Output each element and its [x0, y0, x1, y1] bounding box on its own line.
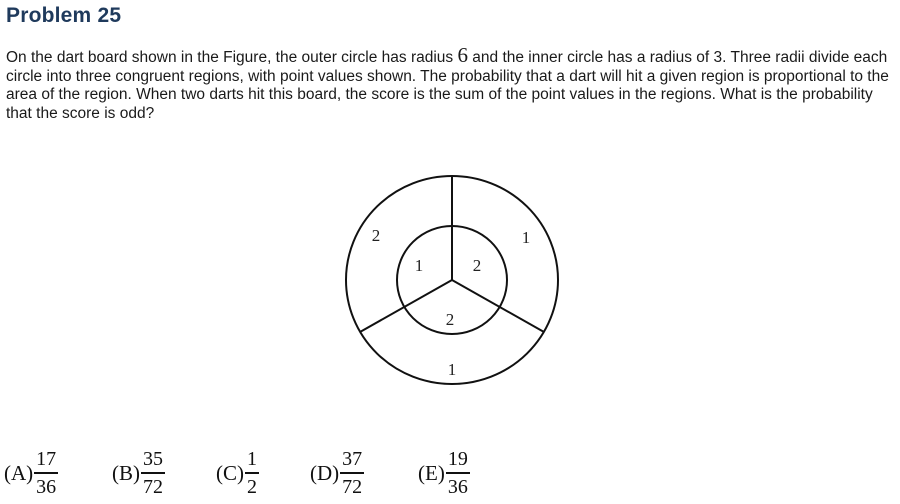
- choice-e-letter: (E): [418, 460, 445, 485]
- radius-lower-left: [360, 280, 452, 332]
- choice-e-numerator: 19: [447, 448, 468, 471]
- outer-label-bottom: 1: [447, 360, 457, 379]
- choice-d-denominator: 72: [342, 475, 363, 498]
- choice-a-numerator: 17: [36, 448, 57, 471]
- answer-choices: [0, 444, 900, 504]
- choice-a[interactable]: [4, 444, 58, 502]
- radius-lower-right: [452, 280, 544, 332]
- choice-c-numerator: 1: [247, 448, 257, 471]
- problem-text-after: and the inner circle has a radius of 3. Three radii divide each circle into three congruent regions, with point values shown. The probability that a dart will hit a given region is proportional to the area of the region. When two darts hit this board, the score is the sum of the point values in the regions. What is the probability that the score is odd?: [6, 49, 889, 122]
- choice-e-fraction: [446, 448, 470, 498]
- problem-text-before: On the dart board shown in the Figure, the outer circle has radius: [6, 49, 458, 66]
- choice-c-fraction: [245, 448, 259, 498]
- choice-a-fraction: [34, 448, 58, 498]
- problem-statement: [6, 43, 894, 123]
- choice-a-denominator: 36: [36, 475, 57, 498]
- choice-c[interactable]: [216, 444, 259, 502]
- outer-label-top-left: 2: [371, 226, 381, 245]
- outer-radius-value: 6: [457, 43, 468, 67]
- choice-b-numerator: 35: [143, 448, 163, 471]
- choice-b-letter: (B): [112, 460, 140, 485]
- outer-label-top-right: 1: [521, 228, 531, 247]
- choice-c-denominator: 2: [247, 475, 257, 498]
- choice-a-letter: (A): [4, 460, 34, 485]
- choice-d[interactable]: [310, 444, 364, 502]
- inner-label-right: 2: [472, 256, 482, 275]
- choice-c-letter: (C): [216, 460, 244, 485]
- choice-b-fraction: [141, 448, 165, 498]
- inner-label-bottom: 2: [445, 310, 455, 329]
- dart-board-figure: [330, 164, 574, 390]
- choice-d-letter: (D): [310, 460, 340, 485]
- problem-title: Problem 25: [6, 4, 122, 27]
- inner-label-left: 1: [414, 256, 424, 275]
- choice-b-denominator: 72: [143, 475, 163, 498]
- choice-e-denominator: 36: [447, 475, 468, 498]
- dart-board-svg: [330, 164, 574, 390]
- choice-e[interactable]: [418, 444, 470, 502]
- choice-d-numerator: 37: [342, 448, 363, 471]
- choice-b[interactable]: [112, 444, 165, 502]
- choice-d-fraction: [340, 448, 364, 498]
